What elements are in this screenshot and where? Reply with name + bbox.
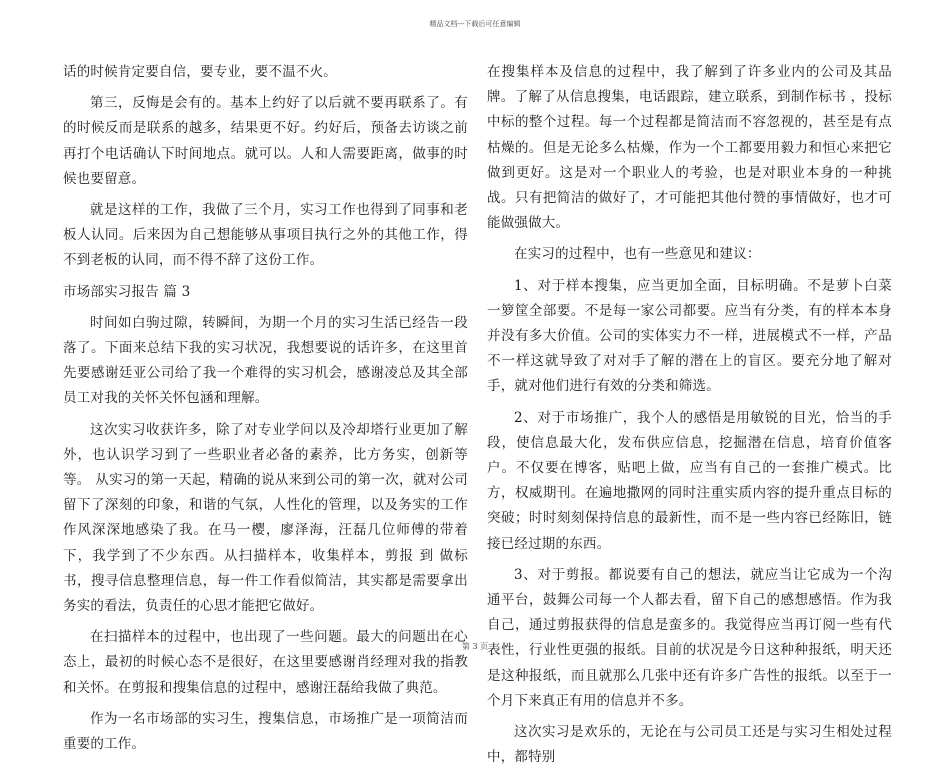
paragraph: 在实习的过程中，也有一些意见和建议：	[514, 246, 761, 263]
paragraph: 话的时候肯定要自信，要专业，要不温不火。	[63, 64, 337, 80]
paragraph: 3、对于剪报。都说要有自己的想法，就应当让它成为一个沟通平台，鼓舞公司每一个人都去看，留下自己的感想感悟。作为我自己，通过剪报获得的信息是蛮多的。我觉得应当再订阅一些有代表性，行业性更强的报纸。目前的状况是今日这种种报纸，明天还是这种报纸，而且就那么几张中还有许多广告性的报纸。以至于一个月下来真正有用的信息并不多。	[487, 566, 892, 709]
paragraph: 第三，反悔是会有的。基本上约好了以后就不要再联系了。有的时候反而是联系的越多，结果更不好。约好后，预备去访谈之前再打个电话确认下时间地点。就可以。人和人需要距离，做事的时候也要留意。	[63, 95, 468, 187]
paragraph: 1、对于样本搜集，应当更加全面，目标明确。不是萝卜白菜一箩筐全部要。不是每一家公司都要。应当有分类，有的样本本身并没有多大价值。公司的实体实力不一样，进展模式不一样，产品不一样这就导致了对对手了解的潜在上的盲区。要充分地了解对手，就对他们进行有效的分类和筛选。	[487, 277, 892, 395]
right-column	[487, 60, 892, 776]
paragraph: 在搜集样本及信息的过程中，我了解到了许多业内的公司及其品牌。了解了从信息搜集，电话跟踪，建立联系，到制作标书 ，投标中标的整个过程。每一个过程都是简洁而不容忽视的，甚至是有点枯燥的。但是无论多么枯燥，作为一个工都要用毅力和恒心来把它做到更好。这是对一个职业人的考验，也是对职业本身的一种挑战。只有把简洁的做好了，才可能把其他付赞的事情做好，也才可能做强做大。	[487, 64, 892, 232]
paragraph: 这次实习收获许多，除了对专业学问以及冷却塔行业更加了解外，也认识学习到了一些职业者必备的素养，比方务实，创新等等。 从实习的第一天起，精确的说从来到公司的第一次，就对公司留下了深刻的印象，和谐的气氛，人性化的管理，以及务实的工作作风深深地感染了我。在马一樱，廖泽海，汪磊几位师傅的带着下，我学到了不少东西。从扫描样本，收集样本，剪报 到 做标书，搜寻信息整理信息，每一件工作看似简洁，其实都是需要拿出务实的看法，负责任的心思才能把它做好。	[63, 421, 468, 615]
paragraph: 在扫描样本的过程中，也出现了一些问题。最大的问题出在心态上，最初的时候心态不是很好，在这里要感谢肖经理对我的指教和关怀。在剪报和搜集信息的过程中，感谢汪磊给我做了典范。	[63, 629, 468, 696]
left-column	[63, 60, 468, 763]
paragraph: 2、对于市场推广，我个人的感悟是用敏锐的目光，恰当的手段，使信息最大化，发布供应信息，挖掘潜在信息，培育价值客户。不仅要在博客，贴吧上做，应当有自己的一套推广模式。比方，权威期刊。在遍地撒网的同时注重实质内容的提升重点目标的突破；时时刻刻保持信息的最新性，而不是一些内容已经陈旧，链接已经过期的东西。	[487, 409, 892, 552]
paragraph: 这次实习是欢乐的，无论在与公司员工还是与实习生相处过程中，都特别	[487, 724, 892, 766]
page-number: 第 3 页	[461, 642, 489, 651]
section-heading: 市场部实习报告 篇 3	[63, 283, 191, 300]
page-header: 精品文档---下载后可任意编辑	[429, 20, 521, 28]
paragraph: 作为一名市场部的实习生，搜集信息，市场推广是一项简洁而重要的工作。	[63, 710, 468, 753]
paragraph: 时间如白驹过隙，转瞬间，为期一个月的实习生活已经告一段落了。下面来总结下我的实习状况，我想要说的话许多，在这里首先要感谢廷亚公司给了我一个难得的实习机会，感谢凌总及其全部员工对我的关怀关怀包涵和理解。	[63, 314, 468, 407]
paragraph: 就是这样的工作，我做了三个月，实习工作也得到了同事和老板人认同。后来因为自己想能够从事项目执行之外的其他工作，得不到老板的认同，而不得不辞了这份工作。	[63, 202, 468, 269]
